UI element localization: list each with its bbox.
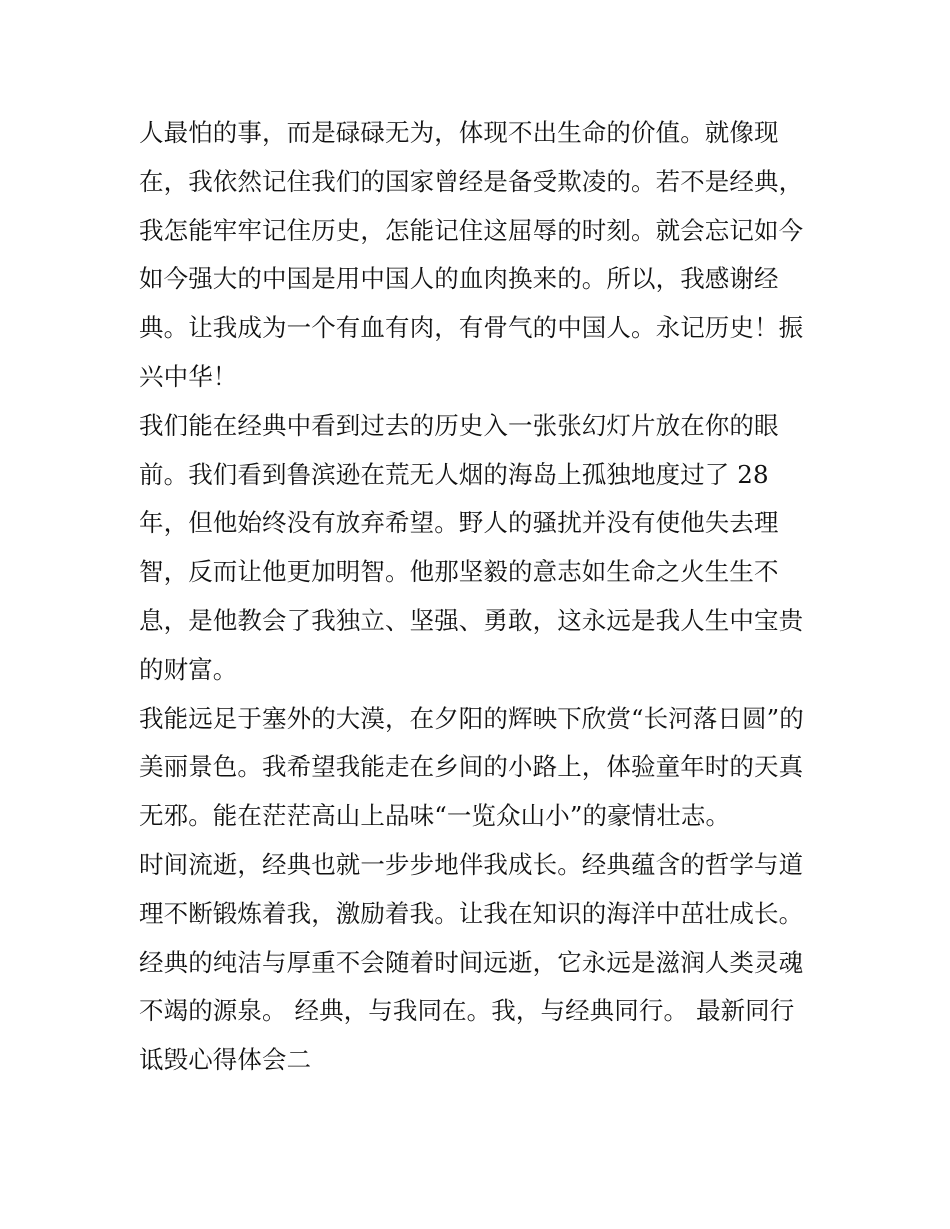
text-line: 美丽景色。我希望我能走在乡间的小路上，体验童年时的天真: [139, 752, 804, 782]
text-line: 时间流逝，经典也就一步步地伴我成长。经典蕴含的哲学与道: [139, 849, 804, 879]
text-line: 如今强大的中国是用中国人的血肉换来的。所以，我感谢经: [139, 264, 779, 294]
text-line: 年，但他始终没有放弃希望。野人的骚扰并没有使他失去理: [139, 508, 779, 538]
text-line: 经典的纯洁与厚重不会随着时间远逝，它永远是滋润人类灵魂: [139, 947, 804, 977]
text-line: 我怎能牢牢记住历史，怎能记住这屈辱的时刻。就会忘记如今: [139, 215, 804, 245]
text-line: 兴中华！: [139, 361, 238, 391]
text-line: 不竭的源泉。 经典，与我同在。我，与经典同行。 最新同行: [139, 996, 795, 1026]
document-body: [139, 109, 829, 1085]
text-line: 我能远足于塞外的大漠，在夕阳的辉映下欣赏“长河落日圆”的: [139, 703, 804, 733]
text-line: 在，我依然记住我们的国家曾经是备受欺凌的。若不是经典，: [139, 166, 804, 196]
text-line: 我们能在经典中看到过去的历史入一张张幻灯片放在你的眼: [139, 410, 779, 440]
text-line: 人最怕的事，而是碌碌无为，体现不出生命的价值。就像现: [139, 118, 779, 147]
text-line: 息，是他教会了我独立、坚强、勇敢，这永远是我人生中宝贵: [139, 605, 804, 635]
text-line: 前。我们看到鲁滨逊在荒无人烟的海岛上孤独地度过了 28: [139, 459, 769, 489]
text-line: 智，反而让他更加明智。他那坚毅的意志如生命之火生生不: [139, 557, 779, 587]
text-line: 无邪。能在茫茫高山上品味“一览众山小”的豪情壮志。: [139, 801, 731, 831]
text-line: 典。让我成为一个有血有肉，有骨气的中国人。永记历史！振: [139, 313, 804, 343]
text-line: 诋毁心得体会二: [139, 1045, 312, 1075]
text-line: 理不断锻炼着我，激励着我。让我在知识的海洋中茁壮成长。: [139, 898, 804, 928]
text-line: 的财富。: [139, 654, 238, 684]
